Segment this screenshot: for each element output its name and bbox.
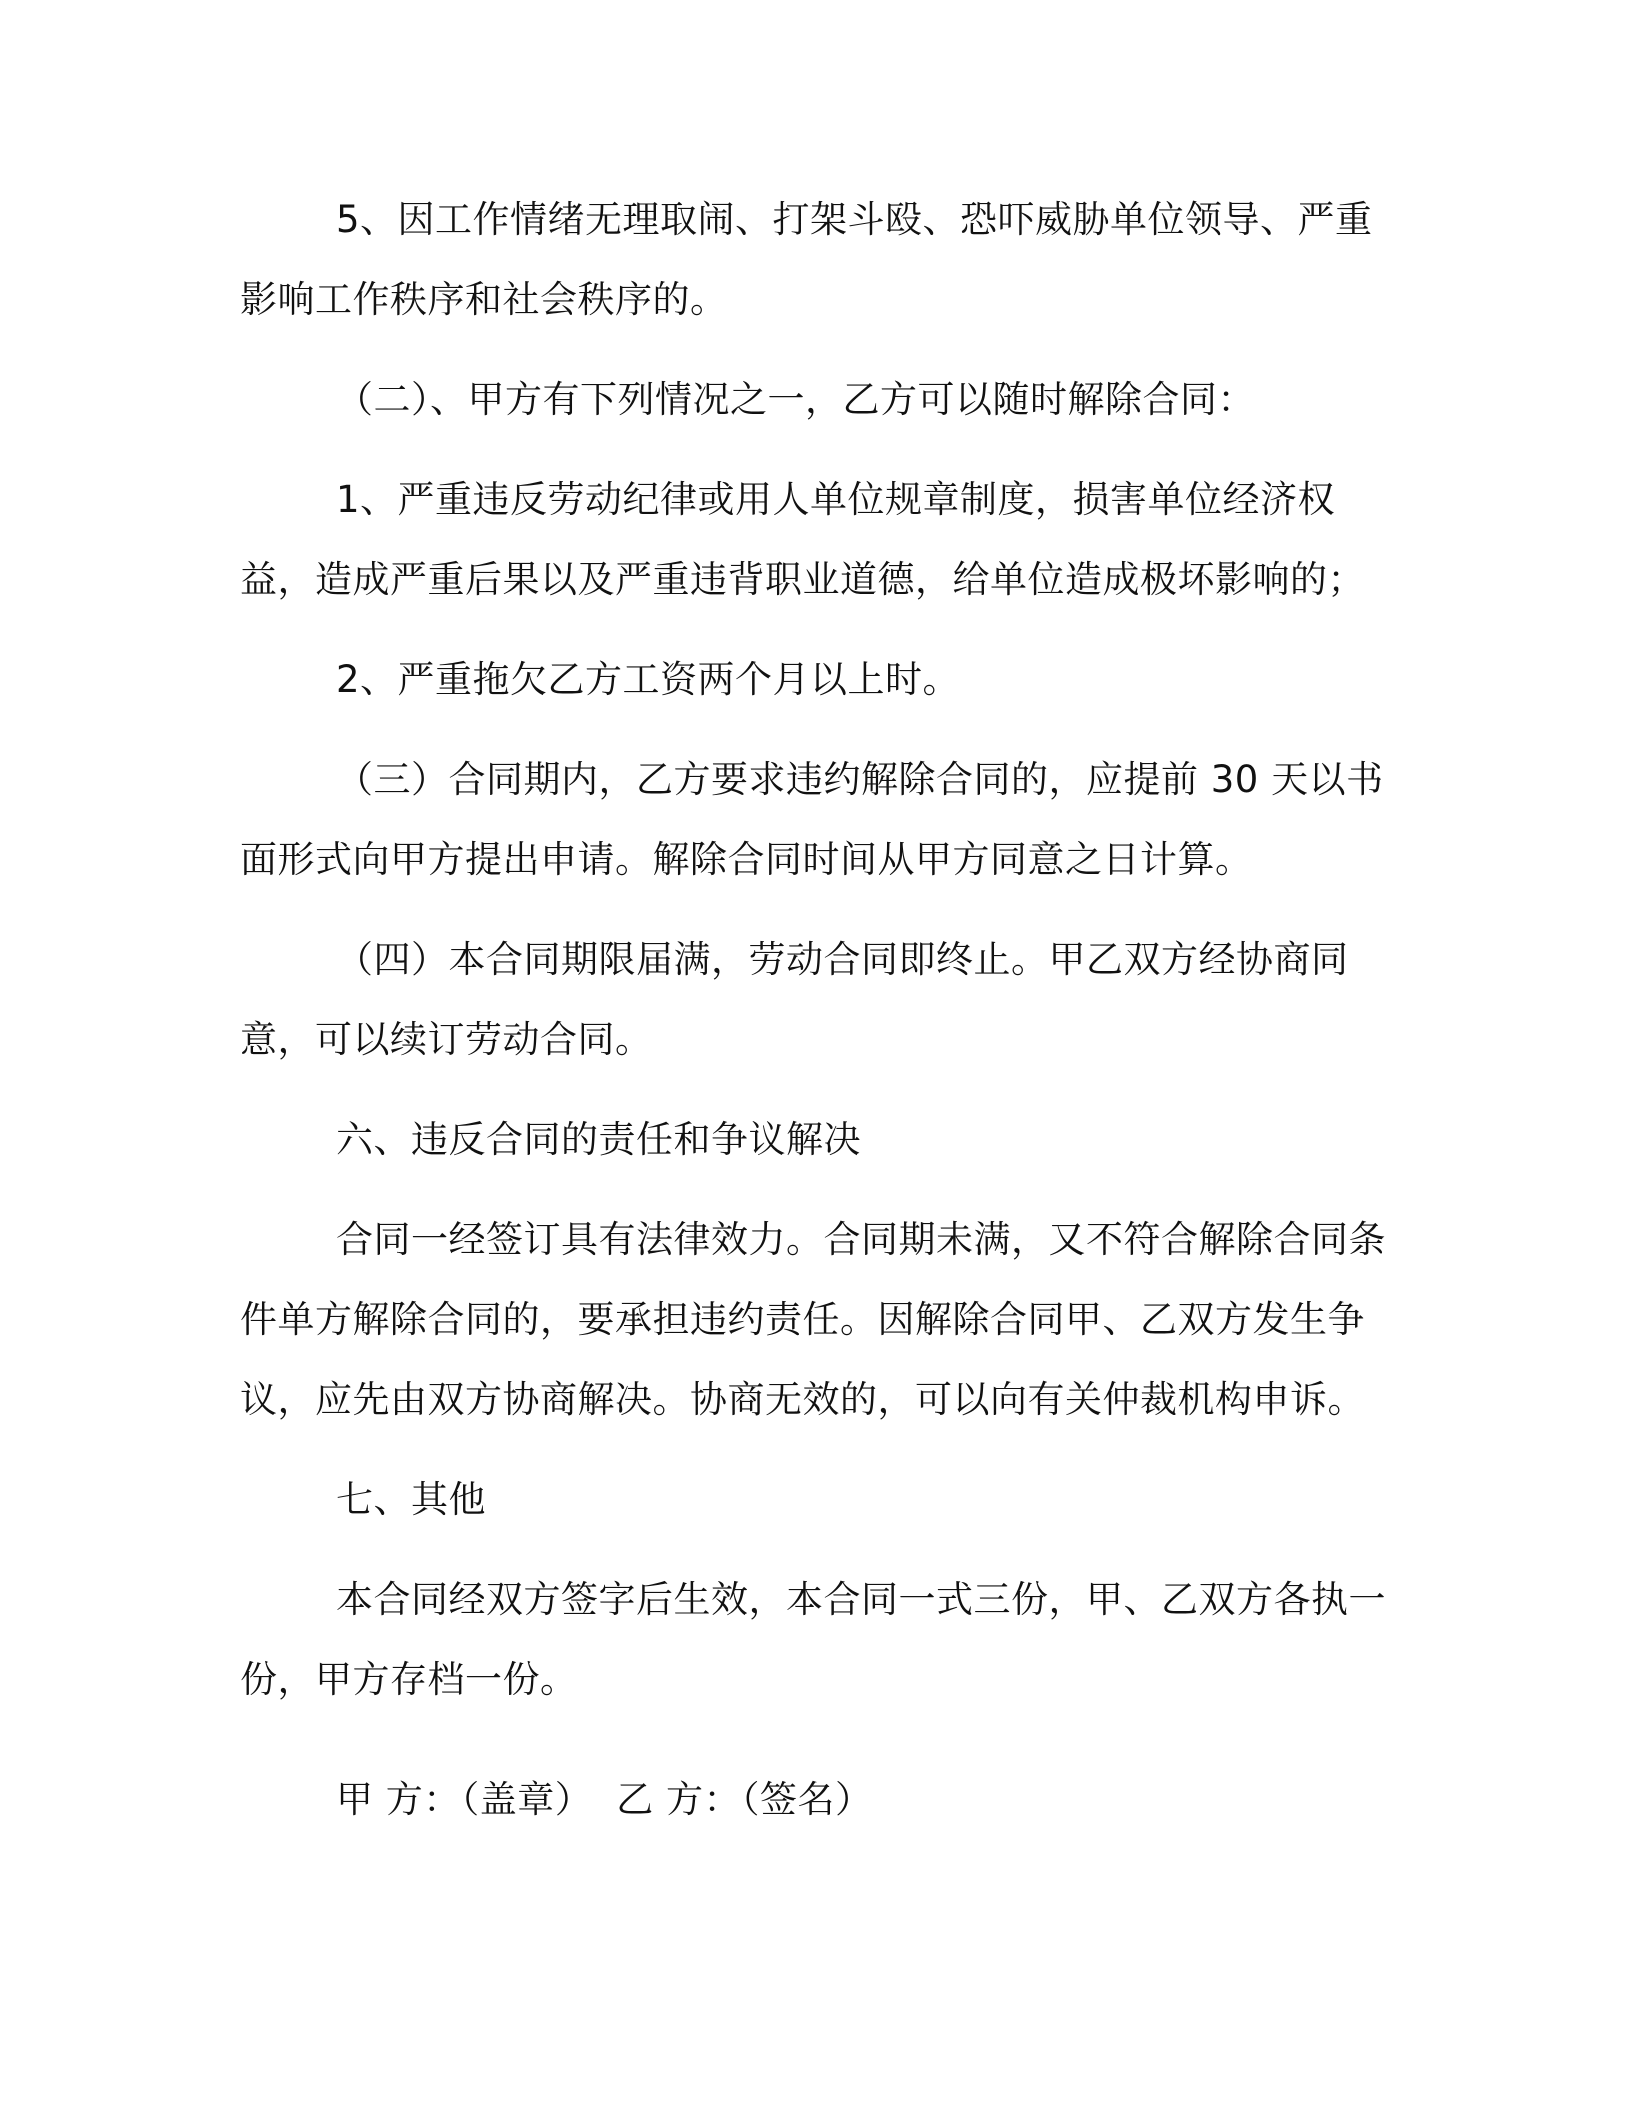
paragraph-legal-effect: 合同一经签订具有法律效力。合同期未满，又不符合解除合同条件单方解除合同的，要承担违约责任。因解除合同甲、乙双方发生争议，应先由双方协商解决。协商无效的，可以向有关仲裁机构申诉。 bbox=[240, 1218, 1386, 1421]
paragraph-section-2-heading: （二）、甲方有下列情况之一，乙方可以随时解除合同： bbox=[336, 378, 1255, 421]
signature-line bbox=[336, 1760, 873, 1840]
paragraph-section-4: （四）本合同期限届满，劳动合同即终止。甲乙双方经协商同意，可以续订劳动合同。 bbox=[240, 938, 1349, 1061]
party-b-signature-label: 乙 方：（签名） bbox=[616, 1778, 873, 1821]
heading-breach-disputes: 六、违反合同的责任和争议解决 bbox=[336, 1118, 861, 1161]
paragraph-clause-5: 5、因工作情绪无理取闹、打架斗殴、恐吓威胁单位领导、严重影响工作秩序和社会秩序的。 bbox=[240, 198, 1373, 321]
paragraph-clause-2: 2、严重拖欠乙方工资两个月以上时。 bbox=[336, 658, 961, 701]
paragraph-section-3: （三）合同期内，乙方要求违约解除合同的，应提前 30 天以书面形式向甲方提出申请。解除合同时间从甲方同意之日计算。 bbox=[240, 758, 1384, 881]
paragraph-effectiveness: 本合同经双方签字后生效，本合同一式三份，甲、乙双方各执一份，甲方存档一份。 bbox=[240, 1578, 1386, 1701]
heading-other: 七、其他 bbox=[336, 1478, 486, 1521]
party-a-seal-label: 甲 方：（盖章） bbox=[336, 1778, 593, 1821]
paragraph-clause-1: 1、严重违反劳动纪律或用人单位规章制度，损害单位经济权益，造成严重后果以及严重违背职业道德，给单位造成极坏影响的； bbox=[240, 478, 1365, 601]
